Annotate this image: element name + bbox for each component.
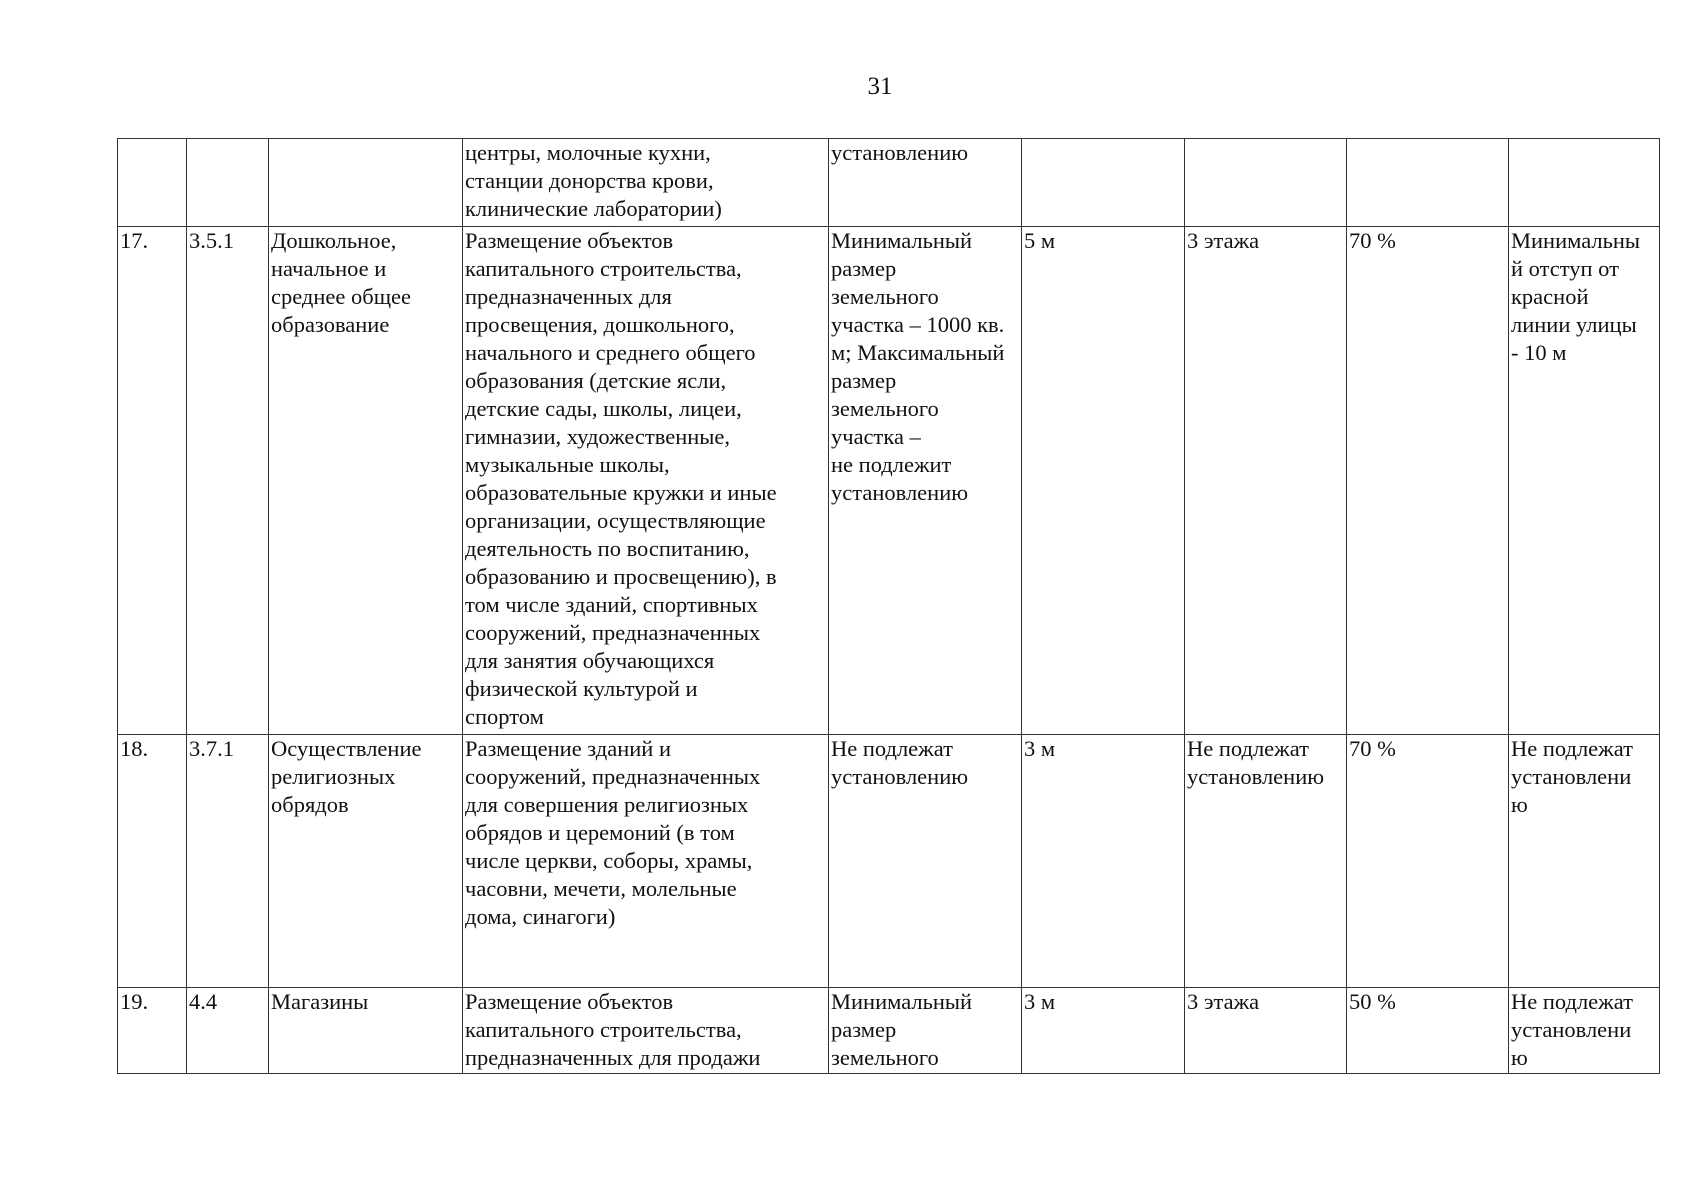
floors-cell: 3 этажа [1185, 988, 1347, 1074]
floors-cell: Не подлежат установлению [1185, 735, 1347, 988]
use-name-cell: Дошкольное, начальное и среднее общее образование [269, 227, 463, 735]
use-name-cell: Осуществление религиозных обрядов [269, 735, 463, 988]
land-use-regulations-table [117, 138, 1660, 1074]
coverage-cell: 70 % [1347, 735, 1509, 988]
use-name-cell: Магазины [269, 988, 463, 1074]
row-number-cell: 18. [118, 735, 187, 988]
setback-cell: 3 м [1022, 988, 1185, 1074]
other-params-cell: Минимальны й отступ от красной линии улицы - 10 м [1509, 227, 1660, 735]
table-row [118, 988, 1660, 1074]
table-row [118, 735, 1660, 988]
plot-size-cell: Минимальный размер земельного [829, 988, 1022, 1074]
plot-size-cell: Минимальный размер земельного участка – 1000 кв. м; Максимальный размер земельного участка – не подлежит установлению [829, 227, 1022, 735]
floors-cell [1185, 139, 1347, 227]
use-description-cell: Размещение объектов капитального строительства, предназначенных для продажи [463, 988, 829, 1074]
use-description-cell: центры, молочные кухни, станции донорства крови, клинические лаборатории) [463, 139, 829, 227]
table-row [118, 227, 1660, 735]
plot-size-cell: установлению [829, 139, 1022, 227]
row-number-cell [118, 139, 187, 227]
other-params-cell: Не подлежат установлени ю [1509, 735, 1660, 988]
coverage-cell: 70 % [1347, 227, 1509, 735]
use-code-cell: 3.7.1 [187, 735, 269, 988]
use-name-cell [269, 139, 463, 227]
other-params-cell [1509, 139, 1660, 227]
coverage-cell: 50 % [1347, 988, 1509, 1074]
use-code-cell: 4.4 [187, 988, 269, 1074]
setback-cell: 3 м [1022, 735, 1185, 988]
floors-cell: 3 этажа [1185, 227, 1347, 735]
setback-cell [1022, 139, 1185, 227]
row-number-cell: 19. [118, 988, 187, 1074]
plot-size-cell: Не подлежат установлению [829, 735, 1022, 988]
use-code-cell: 3.5.1 [187, 227, 269, 735]
row-number-cell: 17. [118, 227, 187, 735]
use-description-cell: Размещение объектов капитального строительства, предназначенных для просвещения, дошкольного, начального и среднего общего образования (детские ясли, детские сады, школы, лицеи, гимназии, художественные, музыкальные школы, образовательные кружки и иные организации, осуществляющие деятельность по воспитанию, образованию и просвещению), в том числе зданий, спортивных сооружений, предназначенных для занятия обучающихся физической культурой и спортом [463, 227, 829, 735]
use-description-cell: Размещение зданий и сооружений, предназначенных для совершения религиозных обрядов и церемоний (в том числе церкви, соборы, храмы, часовни, мечети, молельные дома, синагоги) [463, 735, 829, 988]
other-params-cell: Не подлежат установлени ю [1509, 988, 1660, 1074]
coverage-cell [1347, 139, 1509, 227]
use-code-cell [187, 139, 269, 227]
page-number: 31 [867, 73, 893, 100]
setback-cell: 5 м [1022, 227, 1185, 735]
table-row [118, 139, 1660, 227]
